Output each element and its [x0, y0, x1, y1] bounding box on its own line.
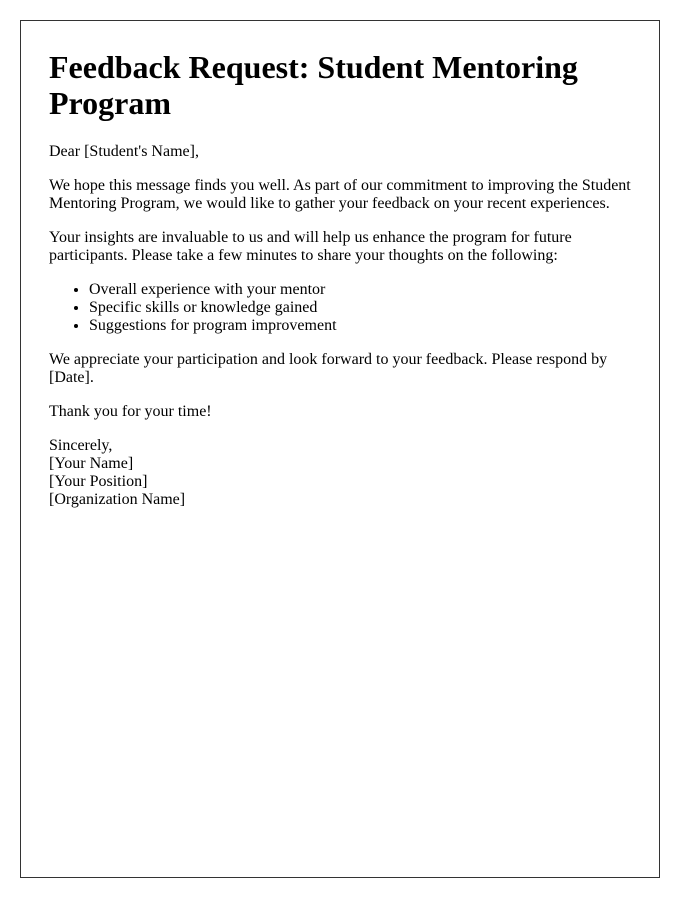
closing-paragraph: We appreciate your participation and look forward to your feedback. Please respond by [Date].: [49, 351, 608, 386]
list-item: • Overall experience with your mentor: [89, 281, 631, 299]
greeting: Dear [Student's Name],: [49, 143, 199, 160]
signature-organization: [Organization Name]: [49, 491, 186, 508]
intro-paragraph: We hope this message finds you well. As part of our commitment to improving the Student Mentoring Program, we would like to gather your feedback on your recent experiences.: [49, 177, 631, 212]
list-item: • Suggestions for program improvement: [89, 317, 631, 335]
letter-title: Feedback Request: Student Mentoring Program: [49, 49, 578, 121]
request-paragraph: Your insights are invaluable to us and will help us enhance the program for future participants. Please take a few minutes to share your thoughts on the following:: [49, 229, 572, 264]
signature-block: [49, 437, 631, 509]
signature-closing: Sincerely,: [49, 437, 113, 454]
signature-name: [Your Name]: [49, 455, 134, 472]
letter-page: [20, 20, 660, 878]
feedback-topics-list: [49, 281, 631, 335]
list-item: • Specific skills or knowledge gained: [89, 299, 631, 317]
thanks-line: Thank you for your time!: [49, 403, 212, 420]
signature-position: [Your Position]: [49, 473, 148, 490]
